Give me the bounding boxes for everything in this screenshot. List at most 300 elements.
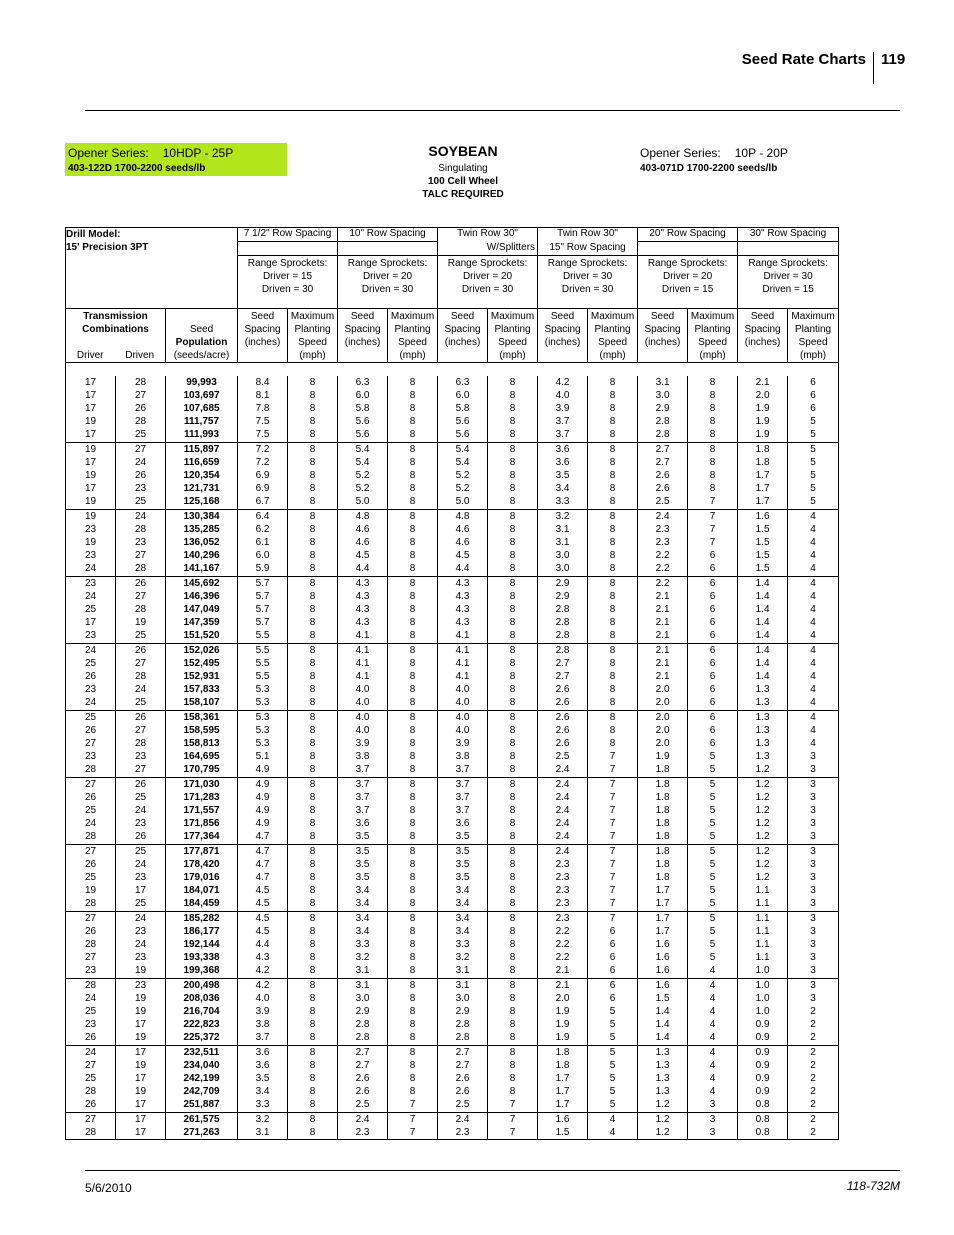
table-cell: 26 [116, 402, 166, 415]
table-cell: 8 [588, 509, 638, 523]
table-cell: 2.1 [538, 978, 588, 992]
table-cell: 5.4 [338, 456, 388, 469]
table-cell: 23 [116, 925, 166, 938]
table-cell: 26 [116, 830, 166, 844]
table-cell: 3.7 [438, 763, 488, 777]
table-cell: 8 [288, 1126, 338, 1140]
table-cell: 4 [788, 643, 839, 657]
table-cell: 5 [688, 938, 738, 951]
table-cell: 8 [488, 938, 538, 951]
table-row [66, 603, 839, 616]
table-cell: 3.1 [638, 376, 688, 389]
table-cell: 5 [788, 415, 839, 428]
table-cell: 1.3 [738, 710, 788, 724]
table-cell: 6 [688, 737, 738, 750]
table-cell: 8 [688, 415, 738, 428]
table-cell: 5.0 [338, 495, 388, 509]
table-cell: 2 [788, 1005, 839, 1018]
table-cell: 7 [588, 897, 638, 911]
table-cell: 1.2 [738, 804, 788, 817]
table-cell: 8 [488, 724, 538, 737]
table-cell: 8 [388, 683, 438, 696]
table-cell: 27 [116, 763, 166, 777]
table-cell: 1.7 [638, 925, 688, 938]
table-cell: 2.4 [538, 817, 588, 830]
table-cell: 8.1 [238, 389, 288, 402]
table-cell: 5 [688, 911, 738, 925]
table-cell: 261,575 [166, 1112, 238, 1126]
table-cell: 5.6 [338, 415, 388, 428]
table-cell: 4.7 [238, 830, 288, 844]
table-cell: 8 [488, 1072, 538, 1085]
table-cell: 3 [788, 763, 839, 777]
table-cell: 2.0 [638, 724, 688, 737]
table-cell: 7 [588, 884, 638, 897]
table-cell: 4.1 [338, 670, 388, 683]
table-cell: 2.4 [338, 1112, 388, 1126]
sprocket-label: Range Sprockets: [347, 258, 428, 269]
table-cell: 2.8 [538, 616, 588, 629]
table-cell: 1.8 [638, 858, 688, 871]
table-cell: 3.2 [238, 1112, 288, 1126]
table-cell: 4.3 [338, 576, 388, 590]
table-cell: 8 [388, 871, 438, 884]
table-row [66, 897, 839, 911]
table-cell: 3.1 [538, 536, 588, 549]
sprocket-label: Range Sprockets: [547, 258, 628, 269]
table-cell: 7 [588, 830, 638, 844]
table-cell: 184,071 [166, 884, 238, 897]
table-cell: 6 [788, 376, 839, 389]
table-cell: 8 [488, 1045, 538, 1059]
table-cell: 2.1 [638, 670, 688, 683]
table-cell: 7 [588, 750, 638, 763]
table-cell: 2.4 [638, 509, 688, 523]
table-row [66, 871, 839, 884]
table-cell: 3.4 [438, 911, 488, 925]
table-cell: 17 [66, 456, 116, 469]
table-cell: 1.9 [538, 1018, 588, 1031]
table-row [66, 992, 839, 1005]
table-cell: 2.9 [438, 1005, 488, 1018]
table-cell: 141,167 [166, 562, 238, 576]
table-cell: 4.6 [338, 536, 388, 549]
table-cell: 2.2 [538, 951, 588, 964]
table-cell: 5 [688, 858, 738, 871]
table-cell: 8 [488, 791, 538, 804]
table-cell: 2.8 [438, 1031, 488, 1045]
table-cell: 7 [588, 844, 638, 858]
footer-doc-number: 118-732M [846, 1179, 900, 1193]
table-cell: 8 [288, 1031, 338, 1045]
table-cell: 4.1 [438, 670, 488, 683]
table-cell: 5 [688, 791, 738, 804]
table-cell: 3.5 [338, 858, 388, 871]
table-cell: 8 [488, 523, 538, 536]
table-cell: 8 [488, 376, 538, 389]
table-cell: 26 [66, 1031, 116, 1045]
table-cell: 27 [66, 737, 116, 750]
table-row [66, 737, 839, 750]
table-row [66, 629, 839, 643]
table-cell: 4.5 [238, 925, 288, 938]
opener-left-value: 10HDP - 25P [162, 146, 234, 160]
table-row [66, 1126, 839, 1140]
table-cell: 26 [116, 576, 166, 590]
table-cell: 5.3 [238, 724, 288, 737]
table-cell: 0.9 [738, 1059, 788, 1072]
table-row [66, 482, 839, 495]
spacing-header: Twin Row 30" [538, 228, 638, 242]
table-cell: 1.4 [638, 1018, 688, 1031]
table-cell: 26 [66, 925, 116, 938]
table-cell: 3.7 [538, 415, 588, 428]
table-cell: 2 [788, 1031, 839, 1045]
table-cell: 5 [688, 750, 738, 763]
table-cell: 4 [788, 670, 839, 683]
table-cell: 4 [788, 710, 839, 724]
table-cell: 8 [288, 964, 338, 978]
table-cell: 2.6 [638, 469, 688, 482]
table-cell: 4.0 [438, 696, 488, 710]
table-cell: 3.7 [338, 777, 388, 791]
table-row [66, 791, 839, 804]
table-cell: 26 [66, 858, 116, 871]
table-cell: 1.9 [738, 402, 788, 415]
table-cell: 23 [66, 523, 116, 536]
range-sprockets-cell [538, 256, 638, 309]
table-cell: 3 [688, 1112, 738, 1126]
table-cell: 3.0 [438, 992, 488, 1005]
table-cell: 5.2 [338, 482, 388, 495]
table-cell: 2 [788, 1126, 839, 1140]
table-cell: 4.5 [438, 549, 488, 562]
table-cell: 2.9 [538, 576, 588, 590]
table-cell: 1.8 [638, 804, 688, 817]
table-cell: 1.7 [538, 1072, 588, 1085]
table-cell: 2.8 [338, 1031, 388, 1045]
table-cell: 2.4 [538, 763, 588, 777]
table-row [66, 804, 839, 817]
table-cell: 8 [388, 576, 438, 590]
table-cell: 26 [66, 1098, 116, 1112]
table-row [66, 964, 839, 978]
table-row [66, 884, 839, 897]
table-cell: 3 [788, 938, 839, 951]
table-cell: 8 [588, 376, 638, 389]
table-cell: 5 [688, 871, 738, 884]
table-cell: 8 [488, 1031, 538, 1045]
twin-row-note: W/Splitters [438, 242, 538, 256]
table-cell: 2.3 [338, 1126, 388, 1140]
table-cell: 1.7 [538, 1098, 588, 1112]
table-row [66, 1045, 839, 1059]
table-cell: 8 [288, 1098, 338, 1112]
table-cell: 225,372 [166, 1031, 238, 1045]
table-cell: 3.5 [338, 871, 388, 884]
table-row [66, 469, 839, 482]
drill-model-cell [66, 228, 238, 256]
table-cell: 2.4 [538, 804, 588, 817]
table-cell: 2.8 [538, 643, 588, 657]
table-cell: 4 [788, 549, 839, 562]
table-cell: 8 [388, 830, 438, 844]
table-cell: 6 [588, 978, 638, 992]
table-cell: 3.6 [538, 456, 588, 469]
table-cell: 1.4 [738, 616, 788, 629]
table-cell: 1.2 [738, 871, 788, 884]
table-row [66, 1112, 839, 1126]
table-cell: 3 [788, 871, 839, 884]
table-cell: 5 [688, 884, 738, 897]
table-cell: 8 [388, 469, 438, 482]
table-cell: 4.0 [338, 710, 388, 724]
table-cell: 8 [588, 670, 638, 683]
table-cell: 8 [488, 549, 538, 562]
table-cell: 4.3 [438, 603, 488, 616]
table-cell: 4.5 [338, 549, 388, 562]
table-cell: 1.6 [638, 978, 688, 992]
table-cell: 3.1 [438, 964, 488, 978]
transmission-header: Transmission Combinations Driver Driven [66, 308, 166, 362]
table-cell: 271,263 [166, 1126, 238, 1140]
table-cell: 4 [788, 590, 839, 603]
table-cell: 8 [588, 415, 638, 428]
table-cell: 8 [588, 428, 638, 442]
table-cell: 24 [66, 590, 116, 603]
table-cell: 8 [288, 804, 338, 817]
table-cell: 17 [66, 402, 116, 415]
table-cell: 8 [488, 897, 538, 911]
table-cell: 7.2 [238, 442, 288, 456]
table-cell: 8 [488, 603, 538, 616]
table-cell: 158,595 [166, 724, 238, 737]
table-cell: 23 [66, 576, 116, 590]
table-cell: 103,697 [166, 389, 238, 402]
table-cell: 2.7 [338, 1045, 388, 1059]
table-cell: 8 [388, 763, 438, 777]
table-row [66, 925, 839, 938]
table-cell: 5 [588, 1072, 638, 1085]
table-cell: 8 [288, 724, 338, 737]
table-cell: 1.0 [738, 1005, 788, 1018]
table-cell: 7 [588, 791, 638, 804]
table-cell: 116,659 [166, 456, 238, 469]
table-cell: 4.5 [238, 884, 288, 897]
table-cell: 8 [288, 389, 338, 402]
table-cell: 2.7 [438, 1045, 488, 1059]
table-cell: 8 [688, 376, 738, 389]
table-cell: 8 [288, 523, 338, 536]
table-cell: 8 [488, 817, 538, 830]
table-cell: 1.7 [738, 495, 788, 509]
table-cell: 1.9 [738, 428, 788, 442]
table-cell: 8 [388, 442, 438, 456]
table-cell: 2.1 [638, 643, 688, 657]
table-cell: 2.6 [538, 724, 588, 737]
table-cell: 8 [288, 696, 338, 710]
table-cell: 1.8 [638, 777, 688, 791]
table-cell: 5 [788, 469, 839, 482]
table-cell: 8 [388, 389, 438, 402]
header-rule [85, 110, 900, 111]
table-cell: 8 [388, 978, 438, 992]
table-cell: 7 [588, 804, 638, 817]
table-cell: 24 [116, 509, 166, 523]
table-cell: 8 [488, 415, 538, 428]
table-cell: 3.2 [438, 951, 488, 964]
table-cell: 8 [288, 911, 338, 925]
table-cell: 8 [688, 389, 738, 402]
table-cell: 8 [588, 442, 638, 456]
sprocket-label: Range Sprockets: [647, 258, 728, 269]
table-cell: 145,692 [166, 576, 238, 590]
max-speed-header: Maximum Planting Speed (mph) [788, 308, 839, 362]
table-cell: 4 [688, 1018, 738, 1031]
table-cell: 4 [788, 657, 839, 670]
table-cell: 8 [588, 549, 638, 562]
table-cell: 5.9 [238, 562, 288, 576]
table-cell: 6.2 [238, 523, 288, 536]
table-row [66, 1018, 839, 1031]
table-cell: 8 [488, 509, 538, 523]
table-cell: 3.4 [338, 897, 388, 911]
table-cell: 4.3 [338, 603, 388, 616]
table-cell: 8 [288, 737, 338, 750]
table-cell: 1.3 [738, 683, 788, 696]
table-cell: 19 [66, 415, 116, 428]
table-cell: 8 [488, 643, 538, 657]
table-cell: 1.8 [638, 791, 688, 804]
table-cell: 4.1 [438, 657, 488, 670]
table-cell: 1.6 [738, 509, 788, 523]
table-cell: 7 [388, 1098, 438, 1112]
table-cell: 1.2 [738, 844, 788, 858]
table-cell: 115,897 [166, 442, 238, 456]
table-row [66, 1098, 839, 1112]
table-cell: 8 [588, 737, 638, 750]
table-cell: 185,282 [166, 911, 238, 925]
table-row [66, 683, 839, 696]
table-cell: 2.3 [638, 536, 688, 549]
table-cell: 178,420 [166, 858, 238, 871]
table-cell: 0.9 [738, 1072, 788, 1085]
table-cell: 5.8 [338, 402, 388, 415]
table-cell: 6 [688, 657, 738, 670]
table-row [66, 844, 839, 858]
sprocket-label: Range Sprockets: [748, 258, 828, 269]
table-cell: 28 [66, 1085, 116, 1098]
table-cell: 4 [688, 1031, 738, 1045]
table-cell: 2.1 [638, 629, 688, 643]
table-cell: 5 [688, 804, 738, 817]
table-cell: 1.1 [738, 884, 788, 897]
table-cell: 170,795 [166, 763, 238, 777]
table-cell: 1.4 [638, 1005, 688, 1018]
table-cell: 3.9 [238, 1005, 288, 1018]
table-cell: 8 [488, 911, 538, 925]
table-cell: 23 [66, 683, 116, 696]
table-cell: 28 [66, 897, 116, 911]
table-row [66, 670, 839, 683]
table-cell: 8 [588, 576, 638, 590]
table-cell: 5.2 [438, 482, 488, 495]
table-cell: 8 [488, 1085, 538, 1098]
page-header-title: Seed Rate Charts [741, 51, 866, 68]
table-cell: 5 [688, 830, 738, 844]
table-cell: 152,931 [166, 670, 238, 683]
table-cell: 7 [588, 817, 638, 830]
table-cell: 1.4 [738, 603, 788, 616]
table-row [66, 858, 839, 871]
table-cell: 3.5 [438, 858, 488, 871]
table-cell: 8 [688, 442, 738, 456]
table-cell: 8 [488, 590, 538, 603]
table-cell: 8 [588, 603, 638, 616]
table-cell: 3 [788, 830, 839, 844]
table-cell: 4 [788, 536, 839, 549]
table-cell: 8 [488, 683, 538, 696]
table-cell: 23 [66, 629, 116, 643]
table-cell: 6 [688, 683, 738, 696]
table-cell: 28 [116, 603, 166, 616]
table-cell: 6 [688, 616, 738, 629]
table-row [66, 549, 839, 562]
table-cell: 3.6 [238, 1059, 288, 1072]
table-cell: 8 [388, 1059, 438, 1072]
table-cell: 8 [388, 938, 438, 951]
table-cell: 4.3 [438, 616, 488, 629]
seed-spacing-header: Seed Spacing (inches) [638, 308, 688, 362]
table-cell: 3 [788, 964, 839, 978]
table-cell: 8 [588, 402, 638, 415]
table-cell: 8 [588, 495, 638, 509]
table-cell: 28 [66, 978, 116, 992]
table-cell: 3.5 [438, 830, 488, 844]
table-cell: 7 [588, 871, 638, 884]
table-cell: 147,359 [166, 616, 238, 629]
table-cell: 2.4 [538, 791, 588, 804]
table-cell: 2.4 [538, 830, 588, 844]
range-sprockets-cell [638, 256, 738, 309]
table-cell: 17 [66, 428, 116, 442]
table-cell: 8 [388, 549, 438, 562]
table-cell: 6 [688, 562, 738, 576]
table-cell: 2.2 [638, 576, 688, 590]
table-cell: 7.5 [238, 415, 288, 428]
table-cell: 125,168 [166, 495, 238, 509]
spacing-header: 30" Row Spacing [738, 228, 839, 242]
table-cell: 8 [288, 1018, 338, 1031]
table-cell: 1.4 [738, 590, 788, 603]
table-cell: 3.3 [338, 938, 388, 951]
table-cell: 4.9 [238, 763, 288, 777]
table-row [66, 415, 839, 428]
table-cell: 17 [116, 1098, 166, 1112]
table-cell: 2.0 [638, 683, 688, 696]
table-cell: 8 [288, 858, 338, 871]
table-cell: 8 [388, 724, 438, 737]
table-cell: 2.8 [438, 1018, 488, 1031]
table-cell: 6 [688, 710, 738, 724]
table-cell: 8 [588, 696, 638, 710]
table-cell: 8 [388, 523, 438, 536]
table-cell: 6.4 [238, 509, 288, 523]
table-cell: 8 [488, 858, 538, 871]
table-cell: 2.5 [338, 1098, 388, 1112]
table-cell: 4.2 [238, 964, 288, 978]
table-cell: 8 [488, 1059, 538, 1072]
